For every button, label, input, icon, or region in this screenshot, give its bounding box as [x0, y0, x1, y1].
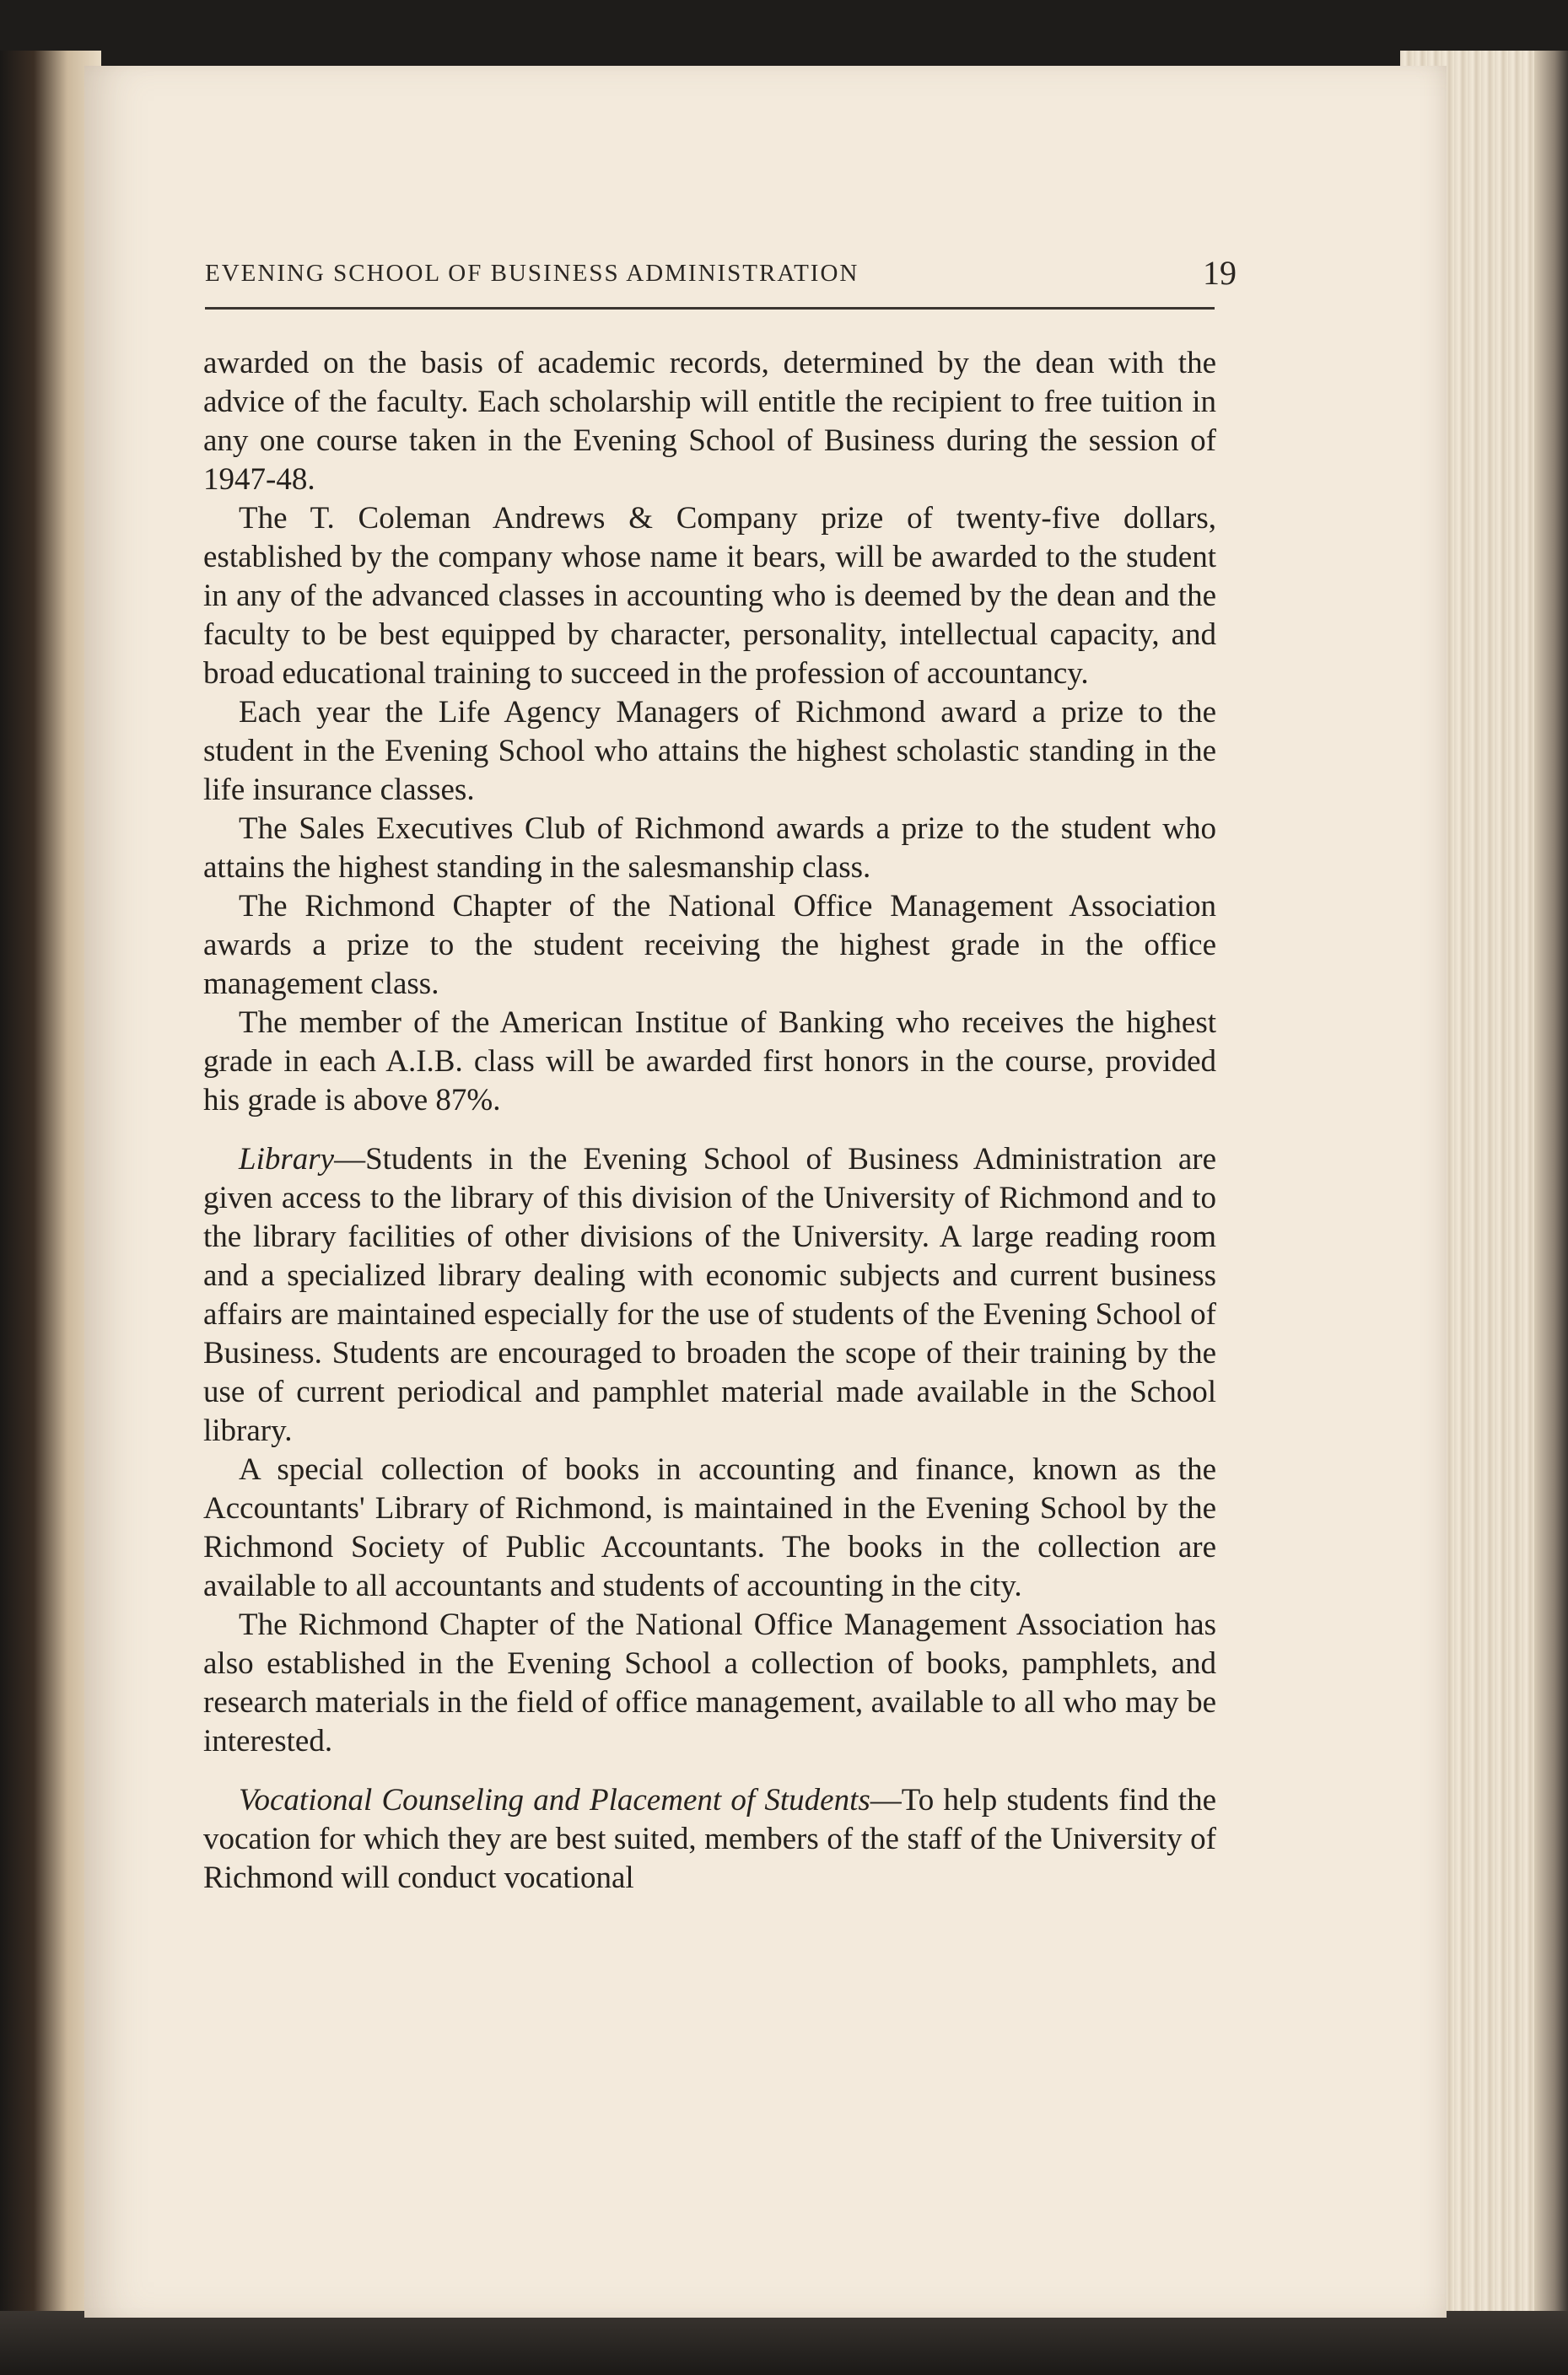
vocational-dash: —	[870, 1783, 902, 1818]
body-text	[203, 344, 1216, 1898]
vocational-section	[203, 1781, 1216, 1898]
paragraph-scholarship-continuation: awarded on the basis of academic records, determined by the dean with the advice of the faculty. Each scholarship will entitle the recipient to free tuition in any one course taken in the Evening School of Business during the session of 1947-48.	[203, 346, 1216, 497]
paragraph-coleman-andrews-prize: The T. Coleman Andrews & Company prize of twenty-five dollars, established by the company whose name it bears, will be awarded to the student in any of the advanced classes in accounting who is deemed by the dean and the faculty to be best equipped by character, personality, intellectual capacity, and broad educational training to succeed in the profession of accountancy.	[203, 501, 1216, 691]
scan-background-top	[0, 0, 1568, 67]
paragraph-life-agency-prize: Each year the Life Agency Managers of Richmond award a prize to the student in the Evening School who attains the highest scholastic standing in the life insurance classes.	[203, 695, 1216, 807]
page-number: 19	[1203, 254, 1237, 292]
vocational-heading: Vocational Counseling and Placement of Students	[239, 1783, 870, 1818]
running-header-title: EVENING SCHOOL OF BUSINESS ADMINISTRATION	[205, 260, 859, 287]
library-paragraph-nom-collection: The Richmond Chapter of the National Office Management Association has also established in the Evening School a collection of books, pamphlets, and research materials in the field of office management, available to all who may be interested.	[203, 1608, 1216, 1758]
library-section	[203, 1140, 1216, 1451]
paragraph-sales-executives-prize: The Sales Executives Club of Richmond awards a prize to the student who attains the highest standing in the salesmanship class.	[203, 811, 1216, 885]
paragraph-aib-honors: The member of the American Institue of Banking who receives the highest grade in each A.I.B. class will be awarded first honors in the course, provided his grade is above 87%.	[203, 1005, 1216, 1117]
vocational-text: To help students find the vocation for which they are best suited, members of the staff of the University of Richmond will conduct vocational	[203, 1783, 1216, 1895]
library-heading: Library	[239, 1142, 335, 1177]
library-paragraph-1: Students in the Evening School of Business Administration are given access to the library of this division of the University of Richmond and to the library facilities of other divisions of the University. A large reading room and a specialized library dealing with economic subjects and current business affairs are maintained especially for the use of students of the Evening School of Business. Students are encouraged to broaden the scope of their training by the use of current periodical and pamphlet material made available in the School library.	[203, 1142, 1216, 1448]
library-paragraph-accountants: A special collection of books in accounting and finance, known as the Accountants' Library of Richmond, is maintained in the Evening School by the Richmond Society of Public Accountants. The books in the collection are available to all accountants and students of accounting in the city.	[203, 1452, 1216, 1603]
header-rule	[205, 307, 1215, 310]
library-dash: —	[334, 1142, 366, 1177]
paragraph-office-management-prize: The Richmond Chapter of the National Office Management Association awards a prize to the student receiving the highest grade in the office management class.	[203, 889, 1216, 1001]
scan-background-bottom	[0, 2311, 1568, 2375]
